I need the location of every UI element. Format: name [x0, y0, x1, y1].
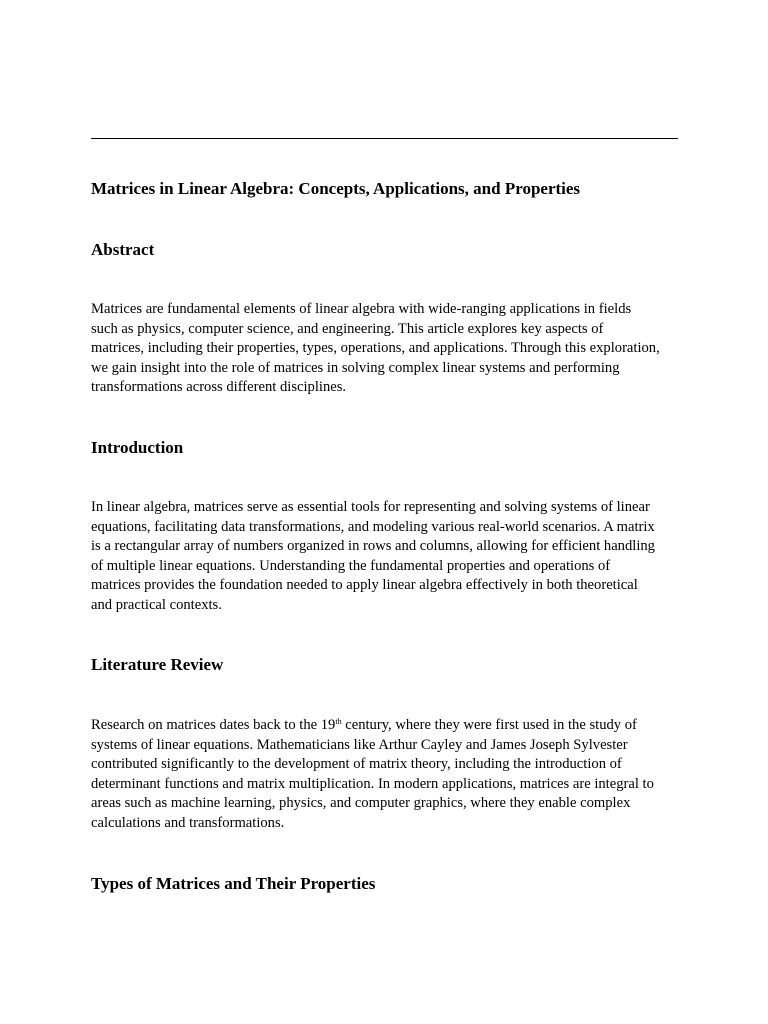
introduction-heading: Introduction	[91, 438, 184, 457]
text-line: In linear algebra, matrices serve as essential tools for representing and solving systems of linear	[91, 499, 650, 515]
text-line: matrices provides the foundation needed to apply linear algebra effectively in both theoretical	[91, 577, 638, 594]
text-line: is a rectangular array of numbers organized in rows and columns, allowing for efficient handling	[91, 538, 655, 555]
literature-review-paragraph	[91, 716, 679, 834]
text-segment: Research on matrices dates back to the 19	[91, 717, 336, 733]
text-line: matrices, including their properties, types, operations, and applications. Through this exploration,	[91, 340, 660, 357]
superscript: th	[335, 717, 342, 726]
text-line: contributed significantly to the development of matrix theory, including the introduction of	[91, 756, 622, 773]
text-line: of multiple linear equations. Understanding the fundamental properties and operations of	[91, 557, 611, 574]
introduction-paragraph	[91, 498, 679, 616]
text-line: we gain insight into the role of matrices in solving complex linear systems and performing	[91, 359, 620, 376]
text-line: transformations across different disciplines.	[91, 379, 347, 396]
text-line: such as physics, computer science, and engineering. This article explores key aspects of	[91, 320, 604, 337]
horizontal-rule	[91, 138, 678, 139]
literature-review-heading: Literature Review	[91, 655, 224, 674]
text-line: determinant functions and matrix multiplication. In modern applications, matrices are integral to	[91, 775, 654, 792]
text-line: and practical contexts.	[91, 596, 222, 613]
text-line: systems of linear equations. Mathematicians like Arthur Cayley and James Joseph Sylvester	[91, 736, 628, 753]
text-segment: century, where they were first used in the study of	[341, 717, 637, 733]
text-line: areas such as machine learning, physics, and computer graphics, where they enable complex	[91, 795, 631, 812]
text-line: calculations and transformations.	[91, 814, 285, 831]
text-line	[91, 716, 679, 736]
document-title: Matrices in Linear Algebra: Concepts, Applications, and Properties	[91, 179, 581, 198]
abstract-heading: Abstract	[91, 240, 155, 259]
text-line: Matrices are fundamental elements of linear algebra with wide-ranging applications in fields	[91, 301, 632, 317]
text-line: equations, facilitating data transformations, and modeling various real-world scenarios. A matrix	[91, 518, 655, 535]
types-section-heading: Types of Matrices and Their Properties	[91, 874, 376, 893]
abstract-paragraph	[91, 300, 679, 398]
